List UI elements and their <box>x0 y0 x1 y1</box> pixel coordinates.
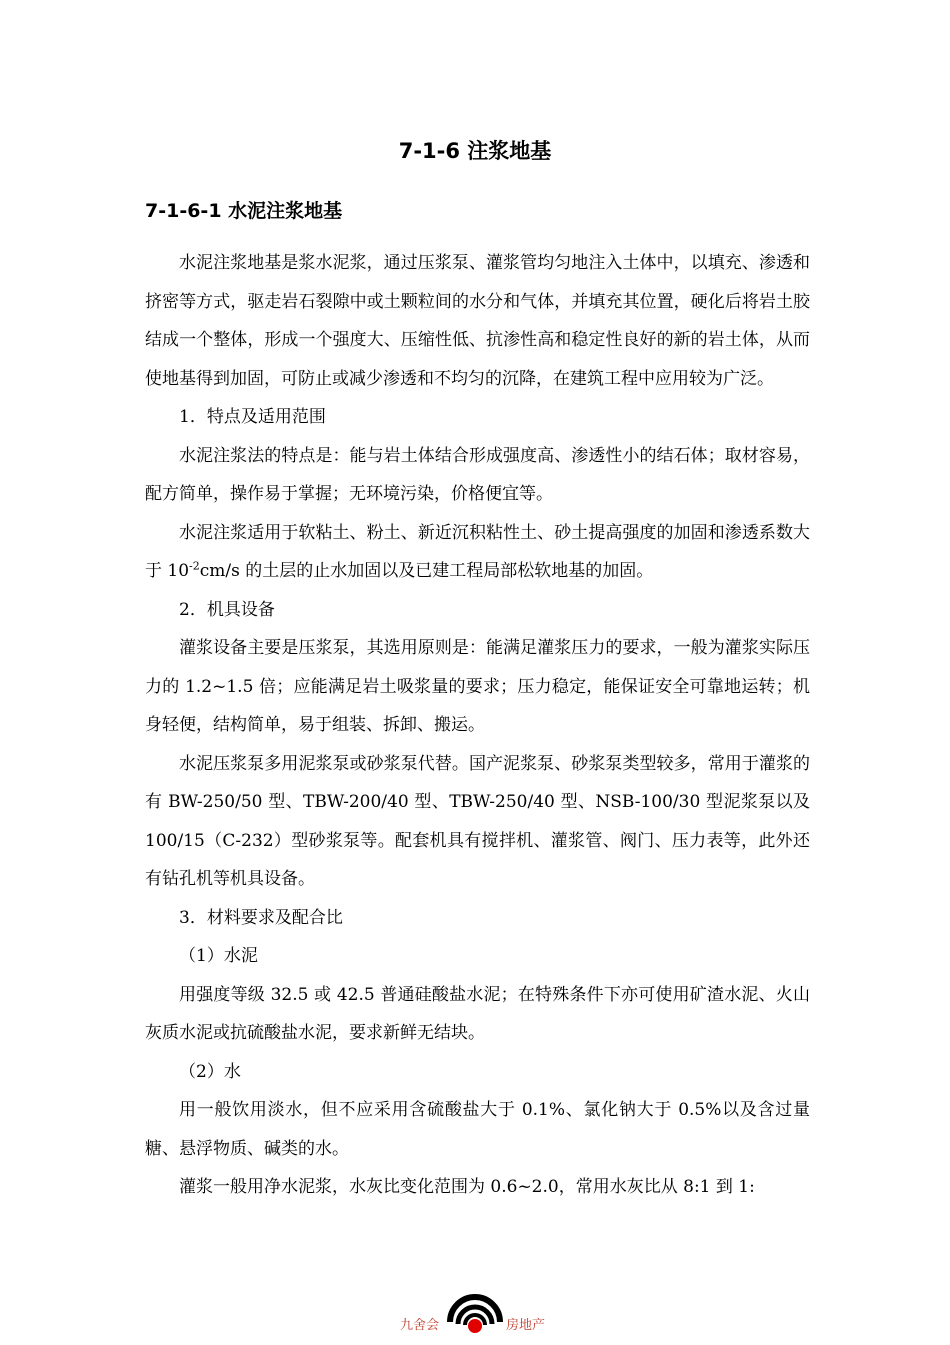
page-title: 7-1-6 注浆地基 <box>398 139 552 163</box>
applicability-text-a: 水泥注浆适用于软粘土、粉土、新近沉积粘性土、砂土提高强度的加固和渗透系数大于 10 <box>145 522 810 581</box>
concentric-arch-logo-icon <box>445 1278 505 1340</box>
paragraph-features: 水泥注浆法的特点是：能与岩土体结合形成强度高、渗透性小的结石体；取材容易，配方简单，操作易于掌握；无环境污染，价格便宜等。 <box>145 445 810 504</box>
footer-left-text: 九舍会 <box>400 1318 440 1333</box>
paragraph-pumps: 水泥压浆泵多用泥浆泵或砂浆泵代替。国产泥浆泵、砂浆泵类型较多，常用于灌浆的有 BW-250/50 型、TBW-200/40 型、TBW-250/40 型、NSB-100/30 型泥浆泵以及 100/15（C-232）型砂浆泵等。配套机具有搅拌机、灌浆管、阀门、压力表等，此外还有钻孔机等机具设备。 <box>145 753 810 889</box>
section-title: 7-1-6-1 水泥注浆地基 <box>145 200 343 222</box>
heading-equipment: 2．机具设备 <box>179 599 275 620</box>
heading-materials: 3．材料要求及配合比 <box>179 907 343 928</box>
applicability-text-b: cm/s 的土层的止水加固以及已建工程局部松软地基的加固。 <box>199 561 654 581</box>
footer-right-text: 房地产 <box>506 1318 546 1333</box>
heading-features: 1．特点及适用范围 <box>179 407 326 427</box>
paragraph-cement: 用强度等级 32.5 或 42.5 普通硅酸盐水泥；在特殊条件下亦可使用矿渣水泥、火山灰质水泥或抗硫酸盐水泥，要求新鲜无结块。 <box>145 984 810 1043</box>
paragraph-grout: 灌浆一般用净水泥浆，水灰比变化范围为 0.6~2.0，常用水灰比从 8:1 到 1: <box>179 1177 755 1197</box>
subheading-cement: （1）水泥 <box>179 946 258 966</box>
page-footer <box>0 1270 950 1345</box>
document-body <box>145 244 810 1207</box>
exponent: -2 <box>189 559 200 573</box>
paragraph-intro: 水泥注浆地基是浆水泥浆，通过压浆泵、灌浆管均匀地注入土体中，以填充、渗透和挤密等方式，驱走岩石裂隙中或土颗粒间的水分和气体，并填充其位置，硬化后将岩土胶结成一个整体，形成一个强度大、压缩性低、抗渗性高和稳定性良好的新的岩土体，从而使地基得到加固，可防止或减少渗透和不均匀的沉降，在建筑工程中应用较为广泛。 <box>145 253 810 389</box>
paragraph-equipment: 灌浆设备主要是压浆泵，其选用原则是：能满足灌浆压力的要求，一般为灌浆实际压力的 1.2~1.5 倍；应能满足岩土吸浆量的要求；压力稳定，能保证安全可靠地运转；机身轻便，结构简单，易于组装、拆卸、搬运。 <box>145 638 810 735</box>
subheading-water: （2）水 <box>179 1061 241 1082</box>
paragraph-applicability <box>145 514 810 591</box>
paragraph-water: 用一般饮用淡水，但不应采用含硫酸盐大于 0.1%、氯化钠大于 0.5%以及含过量糖、悬浮物质、碱类的水。 <box>145 1100 810 1159</box>
